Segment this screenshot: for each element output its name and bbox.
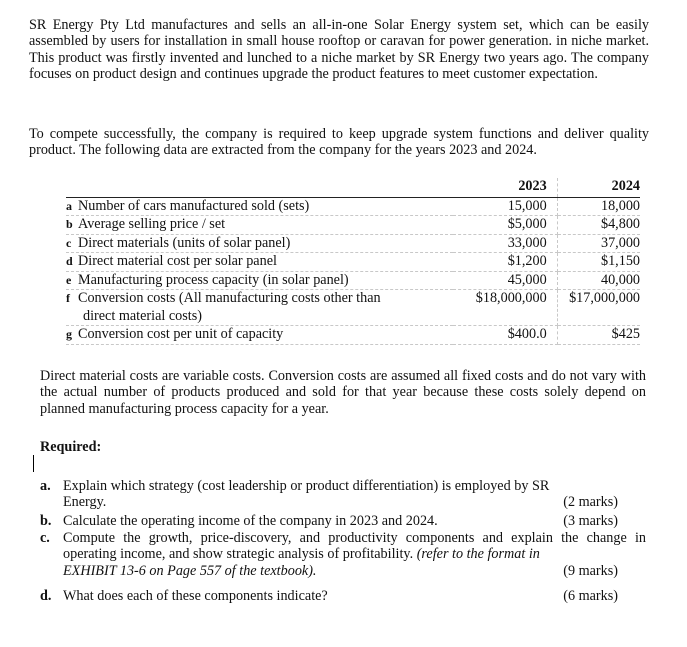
row-letter: d	[66, 254, 73, 268]
row-label: Number of cars manufactured sold (sets)	[78, 197, 310, 214]
table-row	[66, 271, 640, 290]
row-value-2023: 45,000	[453, 271, 557, 290]
row-label: Conversion costs (All manufacturing costs other than	[78, 290, 381, 306]
row-letter: f	[66, 291, 70, 305]
row-value-2023: 33,000	[453, 234, 557, 253]
table-row	[66, 216, 640, 235]
question-marks: (3 marks)	[563, 513, 618, 529]
table-row	[66, 326, 640, 345]
row-label: Manufacturing process capacity (in solar panel)	[78, 271, 349, 288]
row-letter: a	[66, 198, 72, 213]
table-row	[66, 253, 640, 272]
header-2024: 2024	[557, 178, 640, 197]
row-value-2023: $400.0	[453, 326, 557, 345]
question-reference-continued: EXHIBIT 13-6 on Page 557 of the textbook).	[63, 562, 317, 579]
question-text-continued: Energy.	[63, 494, 107, 511]
question-key: a.	[40, 478, 51, 494]
question-d	[40, 588, 646, 604]
question-marks: (9 marks)	[563, 563, 618, 579]
question-marks: (6 marks)	[563, 588, 618, 604]
row-label: Conversion cost per unit of capacity	[78, 326, 284, 342]
row-value-2024: 40,000	[557, 271, 640, 290]
question-c	[40, 530, 646, 579]
row-letter: b	[66, 217, 73, 231]
table-row	[66, 290, 640, 326]
question-key: b.	[40, 513, 52, 529]
question-a	[40, 478, 646, 511]
row-label: Average selling price / set	[78, 216, 226, 232]
question-key: c.	[40, 530, 50, 546]
question-text: Calculate the operating income of the company in 2023 and 2024.	[63, 513, 438, 529]
question-reference: (refer to the format in	[416, 546, 540, 563]
row-value-2024: $4,800	[557, 216, 640, 235]
question-marks: (2 marks)	[563, 494, 618, 510]
row-value-2024: $1,150	[557, 253, 640, 272]
table-row	[66, 197, 640, 216]
row-label: Direct materials (units of solar panel)	[78, 234, 291, 251]
question-b	[40, 513, 646, 529]
row-value-2023: 15,000	[453, 197, 557, 216]
table-row	[66, 234, 640, 253]
intro-paragraph-1: SR Energy Pty Ltd manufactures and sells an all-in-one Solar Energy system set, which can be easily assembled by users for installation in small house rooftop or caravan for power generation. in niche market. This product was firstly invented and lunched to a niche market by SR Energy two years ago. The company focuses on product design and continues upgrade the product features to meet customer expectation.	[29, 17, 649, 83]
row-label-continued: direct material costs)	[83, 307, 202, 324]
row-value-2023: $1,200	[453, 253, 557, 272]
row-value-2023: $18,000,000	[453, 290, 557, 326]
question-text: What does each of these components indicate?	[63, 588, 328, 604]
text-cursor	[33, 455, 34, 472]
row-value-2024: $17,000,000	[557, 290, 640, 326]
row-letter: c	[66, 235, 72, 250]
question-text: Explain which strategy (cost leadership or product differentiation) is employed by SR	[63, 478, 550, 494]
cost-note-paragraph: Direct material costs are variable costs. Conversion costs are assumed all fixed costs and do not vary with the actual number of products produced and sold for that year because these costs solely depend on planned manufacturing process capacity for a year.	[40, 368, 646, 417]
header-2023: 2023	[453, 178, 557, 197]
question-key: d.	[40, 588, 52, 604]
row-letter: e	[66, 272, 72, 287]
row-value-2024: $425	[557, 326, 640, 345]
row-label: Direct material cost per solar panel	[78, 253, 277, 269]
data-table	[66, 178, 640, 345]
intro-paragraph-2: To compete successfully, the company is required to keep upgrade system functions and deliver quality product. The following data are extracted from the company for the years 2023 and 2024.	[29, 126, 649, 159]
row-value-2023: $5,000	[453, 216, 557, 235]
row-value-2024: 18,000	[557, 197, 640, 216]
question-text: Compute the growth, price-discovery, and productivity components and explain the change in operating income, and show strategic analysis of profitability.	[63, 530, 646, 563]
row-value-2024: 37,000	[557, 234, 640, 253]
table-header-row	[66, 178, 640, 197]
required-heading: Required:	[40, 439, 102, 455]
row-letter: g	[66, 327, 72, 341]
